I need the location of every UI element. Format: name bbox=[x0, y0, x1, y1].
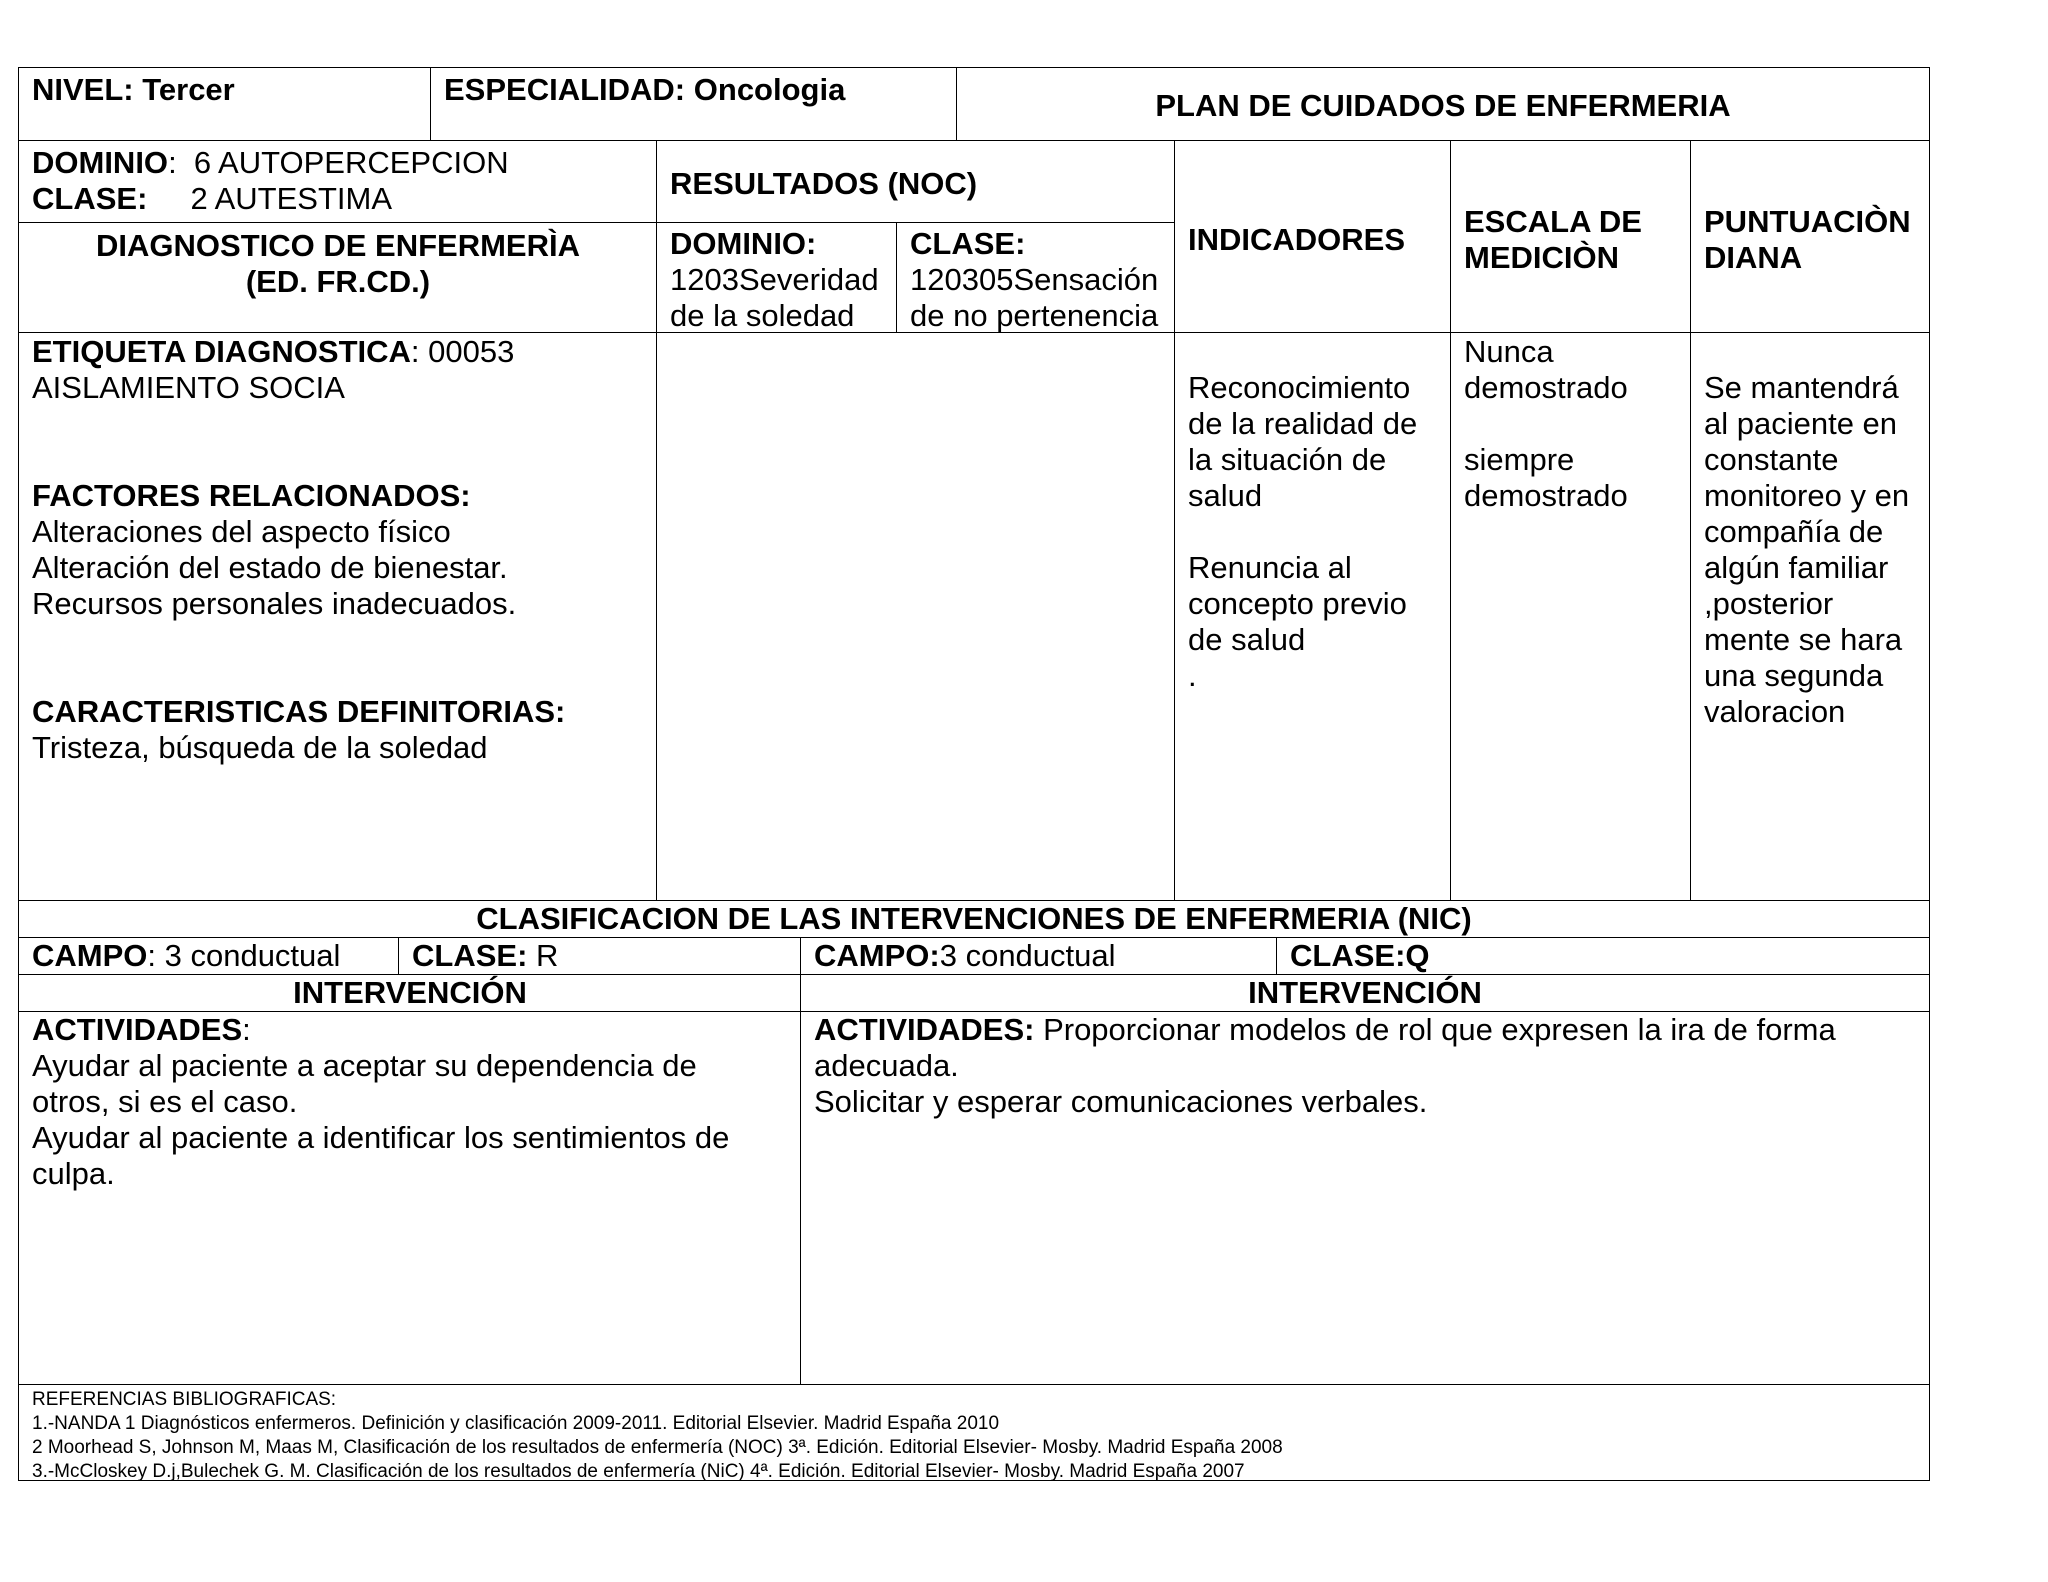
right-clase-cell: CLASE:Q bbox=[1290, 938, 1430, 973]
row-divider bbox=[18, 140, 1930, 141]
caracteristicas-label: CARACTERISTICAS DEFINITORIAS: bbox=[32, 694, 566, 729]
col-divider bbox=[1690, 140, 1691, 900]
noc-clase-cell bbox=[898, 224, 1174, 332]
nivel-label: NIVEL: bbox=[32, 72, 134, 107]
factores-label: FACTORES RELACIONADOS: bbox=[32, 478, 471, 513]
etiqueta-value: : 00053 bbox=[410, 334, 515, 369]
reference-item: 3.-McCloskey D.j,Bulechek G. M. Clasificación de los resultados de enfermería (NiC) 4ª. Edición. Editorial Elsevier- Mosby. Madrid España 2007 bbox=[32, 1461, 1245, 1480]
right-actividades-text: Proporcionar modelos de rol que expresen la ira de forma adecuada. Solicitar y esperar comunicaciones verbales. bbox=[814, 1012, 1836, 1119]
col-divider bbox=[430, 67, 431, 140]
col-divider bbox=[656, 140, 657, 900]
dominio-value: : 6 AUTOPERCEPCION bbox=[168, 145, 509, 180]
indicadores-text: Reconocimiento de la realidad de la situación de salud Renuncia al concepto previo de salud . bbox=[1188, 370, 1418, 693]
row-divider bbox=[18, 332, 1930, 333]
noc-dominio-cell bbox=[658, 224, 896, 332]
right-campo-cell bbox=[802, 938, 1276, 974]
resultados-noc-header: RESULTADOS (NOC) bbox=[670, 166, 978, 201]
right-campo-value: 3 conductual bbox=[939, 938, 1116, 973]
escala-header: ESCALA DE MEDICIÒN bbox=[1464, 204, 1642, 275]
etiqueta-name: AISLAMIENTO SOCIA bbox=[32, 370, 345, 405]
row-divider bbox=[18, 1384, 1930, 1385]
col-divider bbox=[896, 222, 897, 332]
reference-item: 2 Moorhead S, Johnson M, Maas M, Clasificación de los resultados de enfermería (NOC) 3ª. Edición. Editorial Elsevier- Mosby. Madrid España 2008 bbox=[32, 1437, 1283, 1458]
diagnostico-header: DIAGNOSTICO DE ENFERMERÌA (ED. FR.CD.) bbox=[96, 228, 580, 299]
page-title: PLAN DE CUIDADOS DE ENFERMERIA bbox=[1155, 88, 1731, 123]
nivel-cell bbox=[20, 68, 430, 140]
puntuacion-text: Se mantendrá al paciente en constante monitoreo y en compañía de algún familiar ,posterior mente se hara una segunda valoracion bbox=[1704, 370, 1910, 729]
left-actividades-colon: : bbox=[242, 1012, 251, 1047]
right-campo-label: CAMPO: bbox=[814, 938, 940, 973]
noc-clase-value: 120305Sensación de no pertenencia bbox=[910, 262, 1159, 332]
left-clase-label: CLASE: bbox=[412, 938, 528, 973]
left-actividades-label: ACTIVIDADES bbox=[32, 1012, 243, 1047]
especialidad-label: ESPECIALIDAD: bbox=[444, 72, 686, 107]
left-clase-cell bbox=[400, 938, 800, 974]
right-actividades-label: ACTIVIDADES: bbox=[814, 1012, 1035, 1047]
diagnosis-body-cell bbox=[20, 334, 656, 900]
col-divider bbox=[398, 937, 399, 974]
dominio-label: DOMINIO bbox=[32, 145, 169, 180]
puntuacion-header: PUNTUACIÒN DIANA bbox=[1704, 204, 1911, 275]
left-clase-value: R bbox=[527, 938, 559, 973]
col-divider bbox=[1174, 140, 1175, 900]
indicadores-header: INDICADORES bbox=[1188, 222, 1406, 257]
references-cell bbox=[20, 1386, 1928, 1480]
col-divider bbox=[1276, 937, 1277, 974]
row-divider bbox=[18, 222, 1174, 223]
right-actividades-cell bbox=[802, 1012, 1928, 1382]
especialidad-cell bbox=[432, 68, 956, 140]
clase-label: CLASE: bbox=[32, 181, 148, 216]
left-campo-value: : 3 conductual bbox=[147, 938, 341, 973]
left-intervencion-header: INTERVENCIÓN bbox=[293, 975, 527, 1010]
reference-item: 1.-NANDA 1 Diagnósticos enfermeros. Definición y clasificación 2009-2011. Editorial Elsevier. Madrid España 2010 bbox=[32, 1413, 1000, 1434]
caracteristicas-value: Tristeza, búsqueda de la soledad bbox=[32, 730, 488, 765]
dominio-clase-cell bbox=[20, 143, 656, 221]
escala-text: Nunca demostrado siempre demostrado bbox=[1464, 334, 1628, 513]
etiqueta-label: ETIQUETA DIAGNOSTICA bbox=[32, 334, 411, 369]
left-campo-label: CAMPO bbox=[32, 938, 148, 973]
especialidad-value: Oncologia bbox=[693, 72, 846, 107]
noc-dominio-value: 1203Severidad de la soledad bbox=[670, 262, 879, 332]
col-divider bbox=[1450, 140, 1451, 900]
noc-dominio-label: DOMINIO: bbox=[670, 226, 817, 261]
references-title: REFERENCIAS BIBLIOGRAFICAS: bbox=[32, 1389, 337, 1410]
col-divider bbox=[800, 937, 801, 1384]
nic-title: CLASIFICACION DE LAS INTERVENCIONES DE ENFERMERIA (NIC) bbox=[476, 901, 1472, 936]
col-divider bbox=[956, 67, 957, 140]
clase-value: 2 AUTESTIMA bbox=[147, 181, 392, 216]
right-intervencion-header: INTERVENCIÓN bbox=[1248, 975, 1482, 1010]
left-actividades-text: Ayudar al paciente a aceptar su dependencia de otros, si es el caso. Ayudar al paciente a identificar los sentimientos de culpa. bbox=[32, 1048, 730, 1191]
left-actividades-cell bbox=[20, 1012, 800, 1382]
nivel-value: Tercer bbox=[142, 72, 235, 107]
left-campo-cell bbox=[20, 938, 398, 974]
noc-clase-label: CLASE: bbox=[910, 226, 1026, 261]
factores-items: Alteraciones del aspecto físico Alteración del estado de bienestar. Recursos personales inadecuados. bbox=[32, 514, 517, 621]
